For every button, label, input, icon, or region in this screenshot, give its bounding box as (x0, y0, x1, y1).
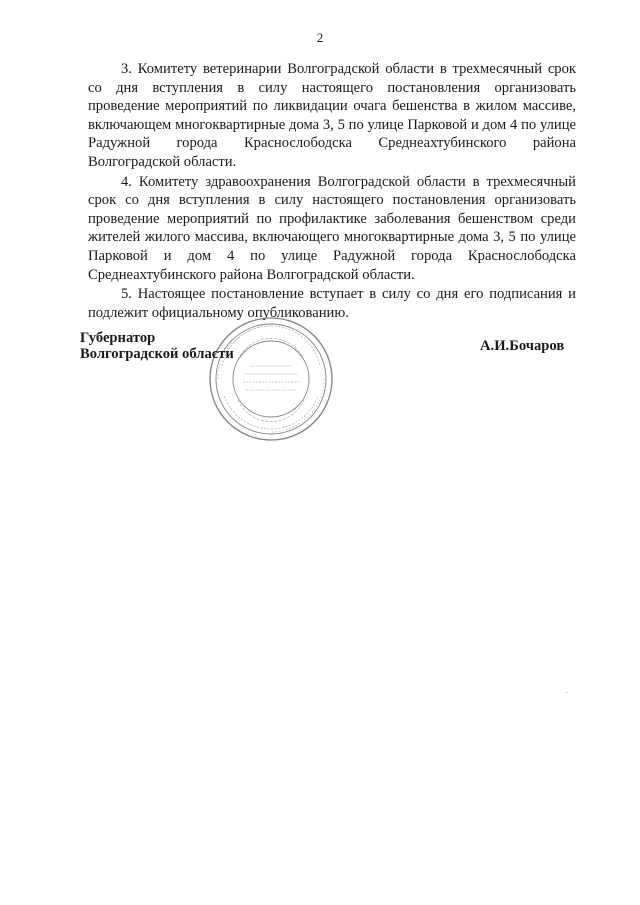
signature-title-line1: Губернатор (80, 330, 156, 346)
signature-title-line2: Волгоградской области (80, 346, 234, 362)
paragraph-5: 5. Настоящее постановление вступает в силу со дня его подписания и подлежит официальному опубликованию. (88, 286, 576, 321)
page-number: 2 (316, 30, 324, 45)
signature-name: А.И.Бочаров (480, 338, 565, 354)
document-body (88, 60, 576, 323)
paragraph-4: 4. Комитету здравоохранения Волгоградской области в трехмесячный срок со дня вступления в силу настоящего постановления организовать проведение мероприятий по профилактике заболевания бешенством среди жителей жилого массива, включающего многоквартирные дома 3, 5 по улице Парковой и дом 4 по улице Радужной города Краснослободска Среднеахтубинского района Волгоградской области. (88, 173, 576, 283)
signature-title (80, 330, 234, 362)
scan-speck (566, 692, 567, 693)
paragraph-3: 3. Комитету ветеринарии Волгоградской области в трехмесячный срок со дня вступления в силу настоящего постановления организовать проведение мероприятий по ликвидации очага бешенства в жилом массиве, включающем многоквартирные дома 3, 5 по улице Парковой и дом 4 по улице Радужной города Краснослободска Среднеахтубинского района Волгоградской области. (88, 61, 576, 170)
